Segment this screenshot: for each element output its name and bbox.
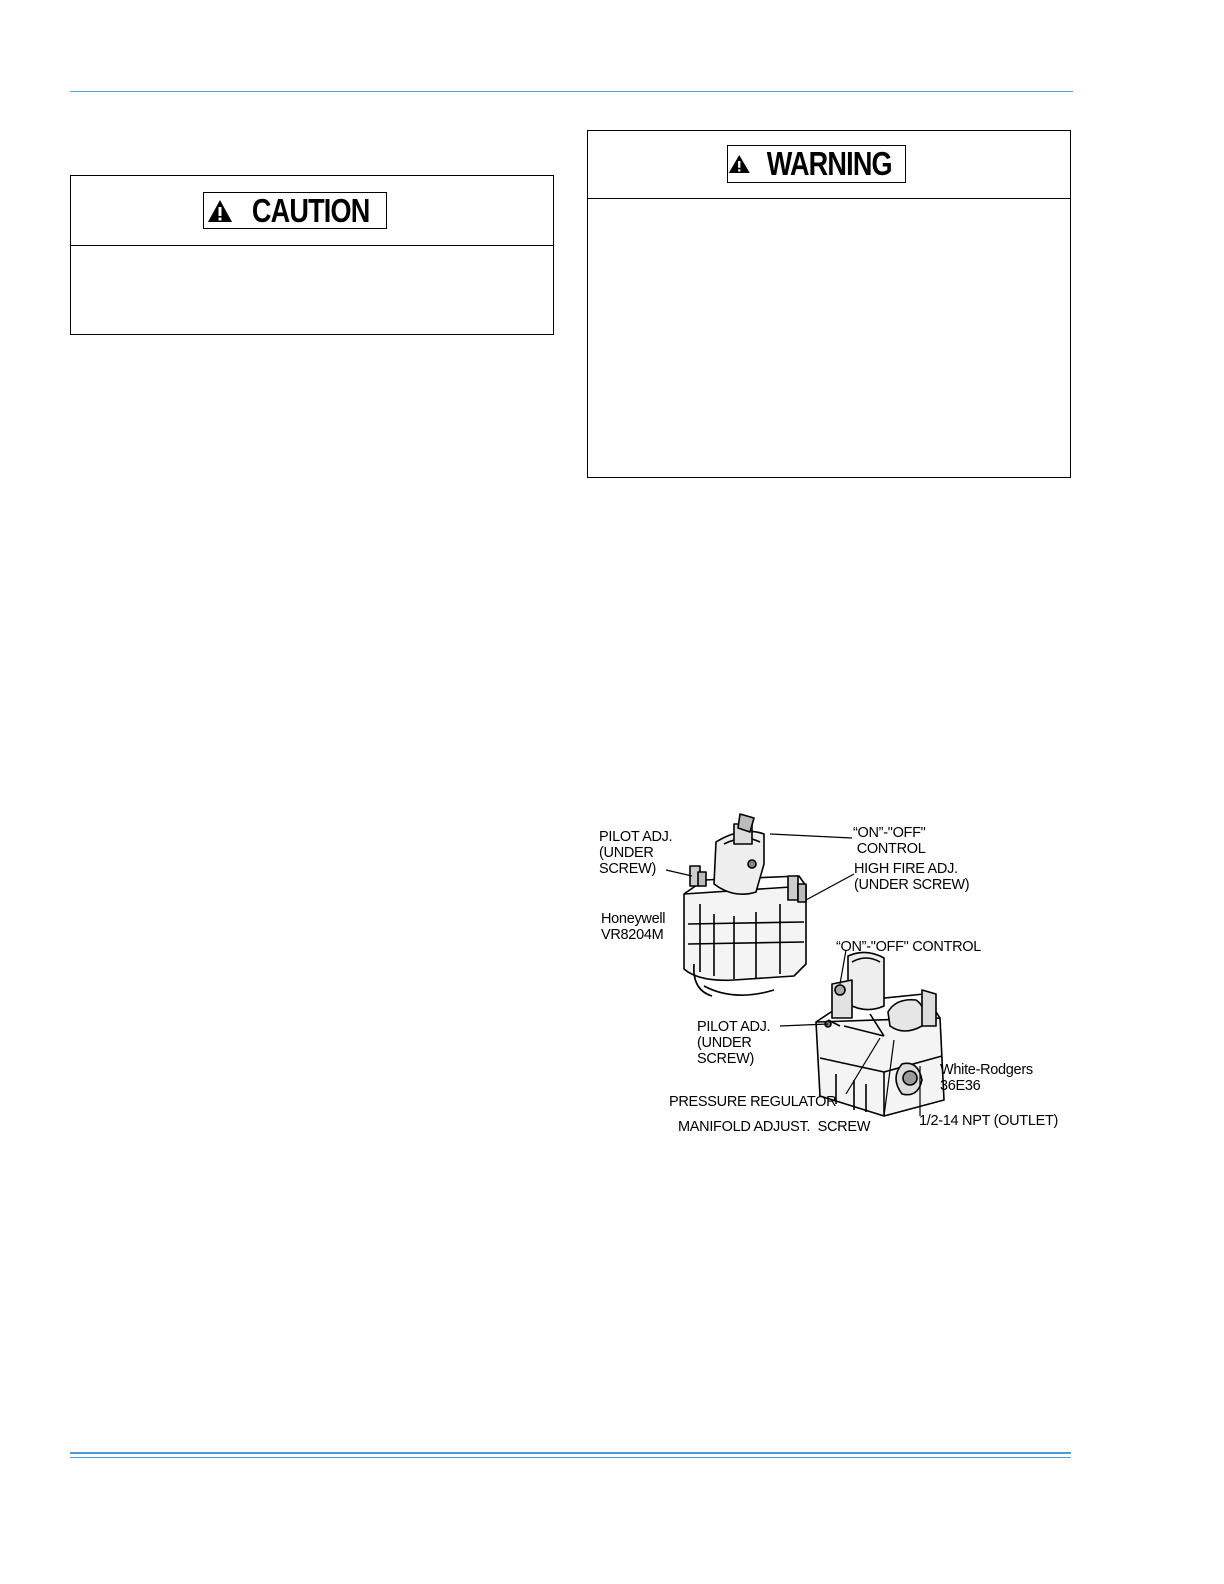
warning-text: WARNING [766,145,892,182]
pressure-regulator-label: PRESSURE REGULATOR [669,1094,837,1110]
honeywell-model-label: Honeywell VR8204M [601,911,666,943]
warning-triangle-icon [207,199,233,223]
footer-rule [70,1452,1071,1454]
warning-box [587,130,1071,478]
warning-label [727,145,906,183]
outlet-label: 1/2-14 NPT (OUTLET) [919,1113,1059,1129]
header-rule [70,91,1073,92]
manifold-adjust-label: MANIFOLD ADJUST. SCREW [678,1119,871,1135]
honeywell-high-fire-label: HIGH FIRE ADJ. (UNDER SCREW) [854,861,970,893]
footer-rule-thin [70,1457,1071,1458]
white-rodgers-pilot-adj-label: PILOT ADJ. (UNDER SCREW) [697,1019,771,1067]
gas-valve-figure [584,804,1076,1144]
caution-box [70,175,554,335]
warning-triangle-icon [728,151,751,177]
caution-label [203,192,387,229]
warning-header [588,131,1070,199]
white-rodgers-model-label: White-Rodgers 36E36 [940,1062,1033,1094]
caution-text: CAUTION [252,191,370,229]
honeywell-pilot-adj-label: PILOT ADJ. (UNDER SCREW) [599,829,673,877]
white-rodgers-on-off-label: “ON”-"OFF" CONTROL [836,939,982,955]
honeywell-on-off-label: “ON”-"OFF" CONTROL [853,825,926,857]
caution-header [71,176,553,246]
